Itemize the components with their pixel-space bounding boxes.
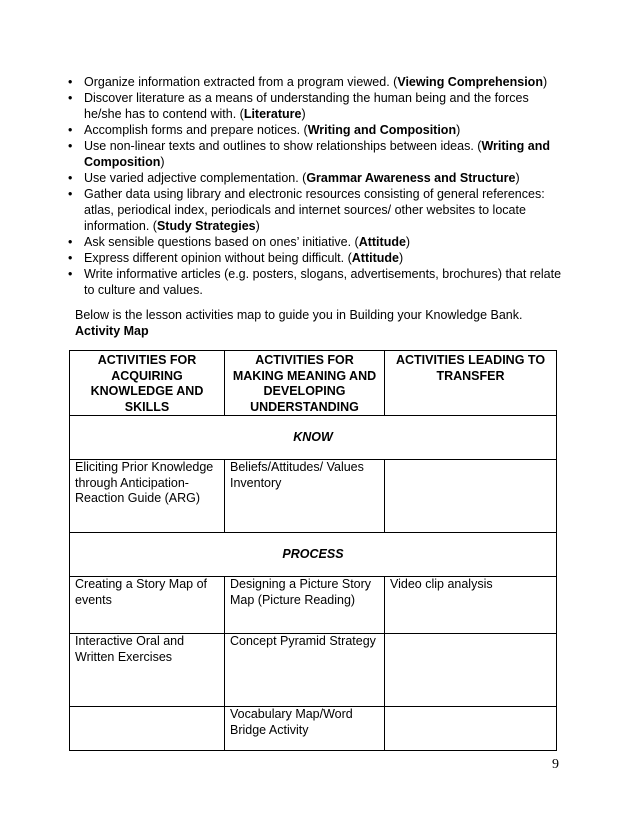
bullet-icon: • <box>68 75 73 89</box>
objective-item: • Accomplish forms and prepare notices. (Writing and Composition) <box>68 123 461 137</box>
table-row <box>70 577 557 634</box>
table-cell: Beliefs/Attitudes/ Values Inventory <box>225 460 385 533</box>
table-cell: Designing a Picture Story Map (Picture Reading) <box>225 577 385 634</box>
objective-item: • Discover literature as a means of understanding the human being and the forces he/she has to contend with. (Literature) <box>68 91 529 121</box>
table-row <box>70 460 557 533</box>
table-cell: Creating a Story Map of events <box>70 577 225 634</box>
table-cell <box>70 707 225 751</box>
objective-item: • Use varied adjective complementation. (Grammar Awareness and Structure) <box>68 171 520 185</box>
header-making-meaning: ACTIVITIES FOR MAKING MEANING AND DEVELOPING UNDERSTANDING <box>225 351 385 416</box>
objective-item: • Write informative articles (e.g. posters, slogans, advertisements, brochures) that relate to culture and values. <box>68 267 562 297</box>
process-phase-row <box>70 533 557 577</box>
objective-item: • Gather data using library and electronic resources consisting of general references: atlas, periodical index, periodicals and internet sources/ other websites to locate information. (Study Strategies) <box>68 187 545 233</box>
table-cell: Concept Pyramid Strategy <box>225 634 385 707</box>
bullet-icon: • <box>68 251 73 265</box>
table-header-row <box>70 351 557 416</box>
objective-item: • Express different opinion without being difficult. (Attitude) <box>68 251 404 265</box>
bullet-icon: • <box>68 187 73 201</box>
bullet-icon: • <box>68 123 73 137</box>
process-label: PROCESS <box>70 533 557 577</box>
header-acquiring: ACTIVITIES FOR ACQUIRING KNOWLEDGE AND SKILLS <box>70 351 225 416</box>
bullet-icon: • <box>68 171 73 185</box>
objective-item: • Use non-linear texts and outlines to show relationships between ideas. (Writing and Composition) <box>68 139 550 169</box>
bullet-icon: • <box>68 267 73 281</box>
page-number: 9 <box>552 757 559 772</box>
table-cell: Interactive Oral and Written Exercises <box>70 634 225 707</box>
table-cell: Video clip analysis <box>385 577 557 634</box>
know-phase-row <box>70 416 557 460</box>
table-row <box>70 707 557 751</box>
activity-map-table <box>69 350 557 751</box>
table-cell <box>385 460 557 533</box>
learning-objectives-list <box>66 74 566 298</box>
objective-item: • Ask sensible questions based on ones’ initiative. (Attitude) <box>68 235 411 249</box>
intro-text: Below is the lesson activities map to guide you in Building your Knowledge Bank. <box>75 308 523 322</box>
know-label: KNOW <box>70 416 557 460</box>
bullet-icon: • <box>68 139 73 153</box>
bullet-icon: • <box>68 235 73 249</box>
bullet-icon: • <box>68 91 73 105</box>
table-row <box>70 634 557 707</box>
table-cell: Eliciting Prior Knowledge through Anticipation-Reaction Guide (ARG) <box>70 460 225 533</box>
activity-map-title: Activity Map <box>75 324 149 338</box>
table-cell <box>385 634 557 707</box>
intro-paragraph <box>75 307 575 339</box>
table-cell: Vocabulary Map/Word Bridge Activity <box>225 707 385 751</box>
objective-item: • Organize information extracted from a program viewed. (Viewing Comprehension) <box>68 75 548 89</box>
table-cell <box>385 707 557 751</box>
header-transfer: ACTIVITIES LEADING TO TRANSFER <box>385 351 557 416</box>
